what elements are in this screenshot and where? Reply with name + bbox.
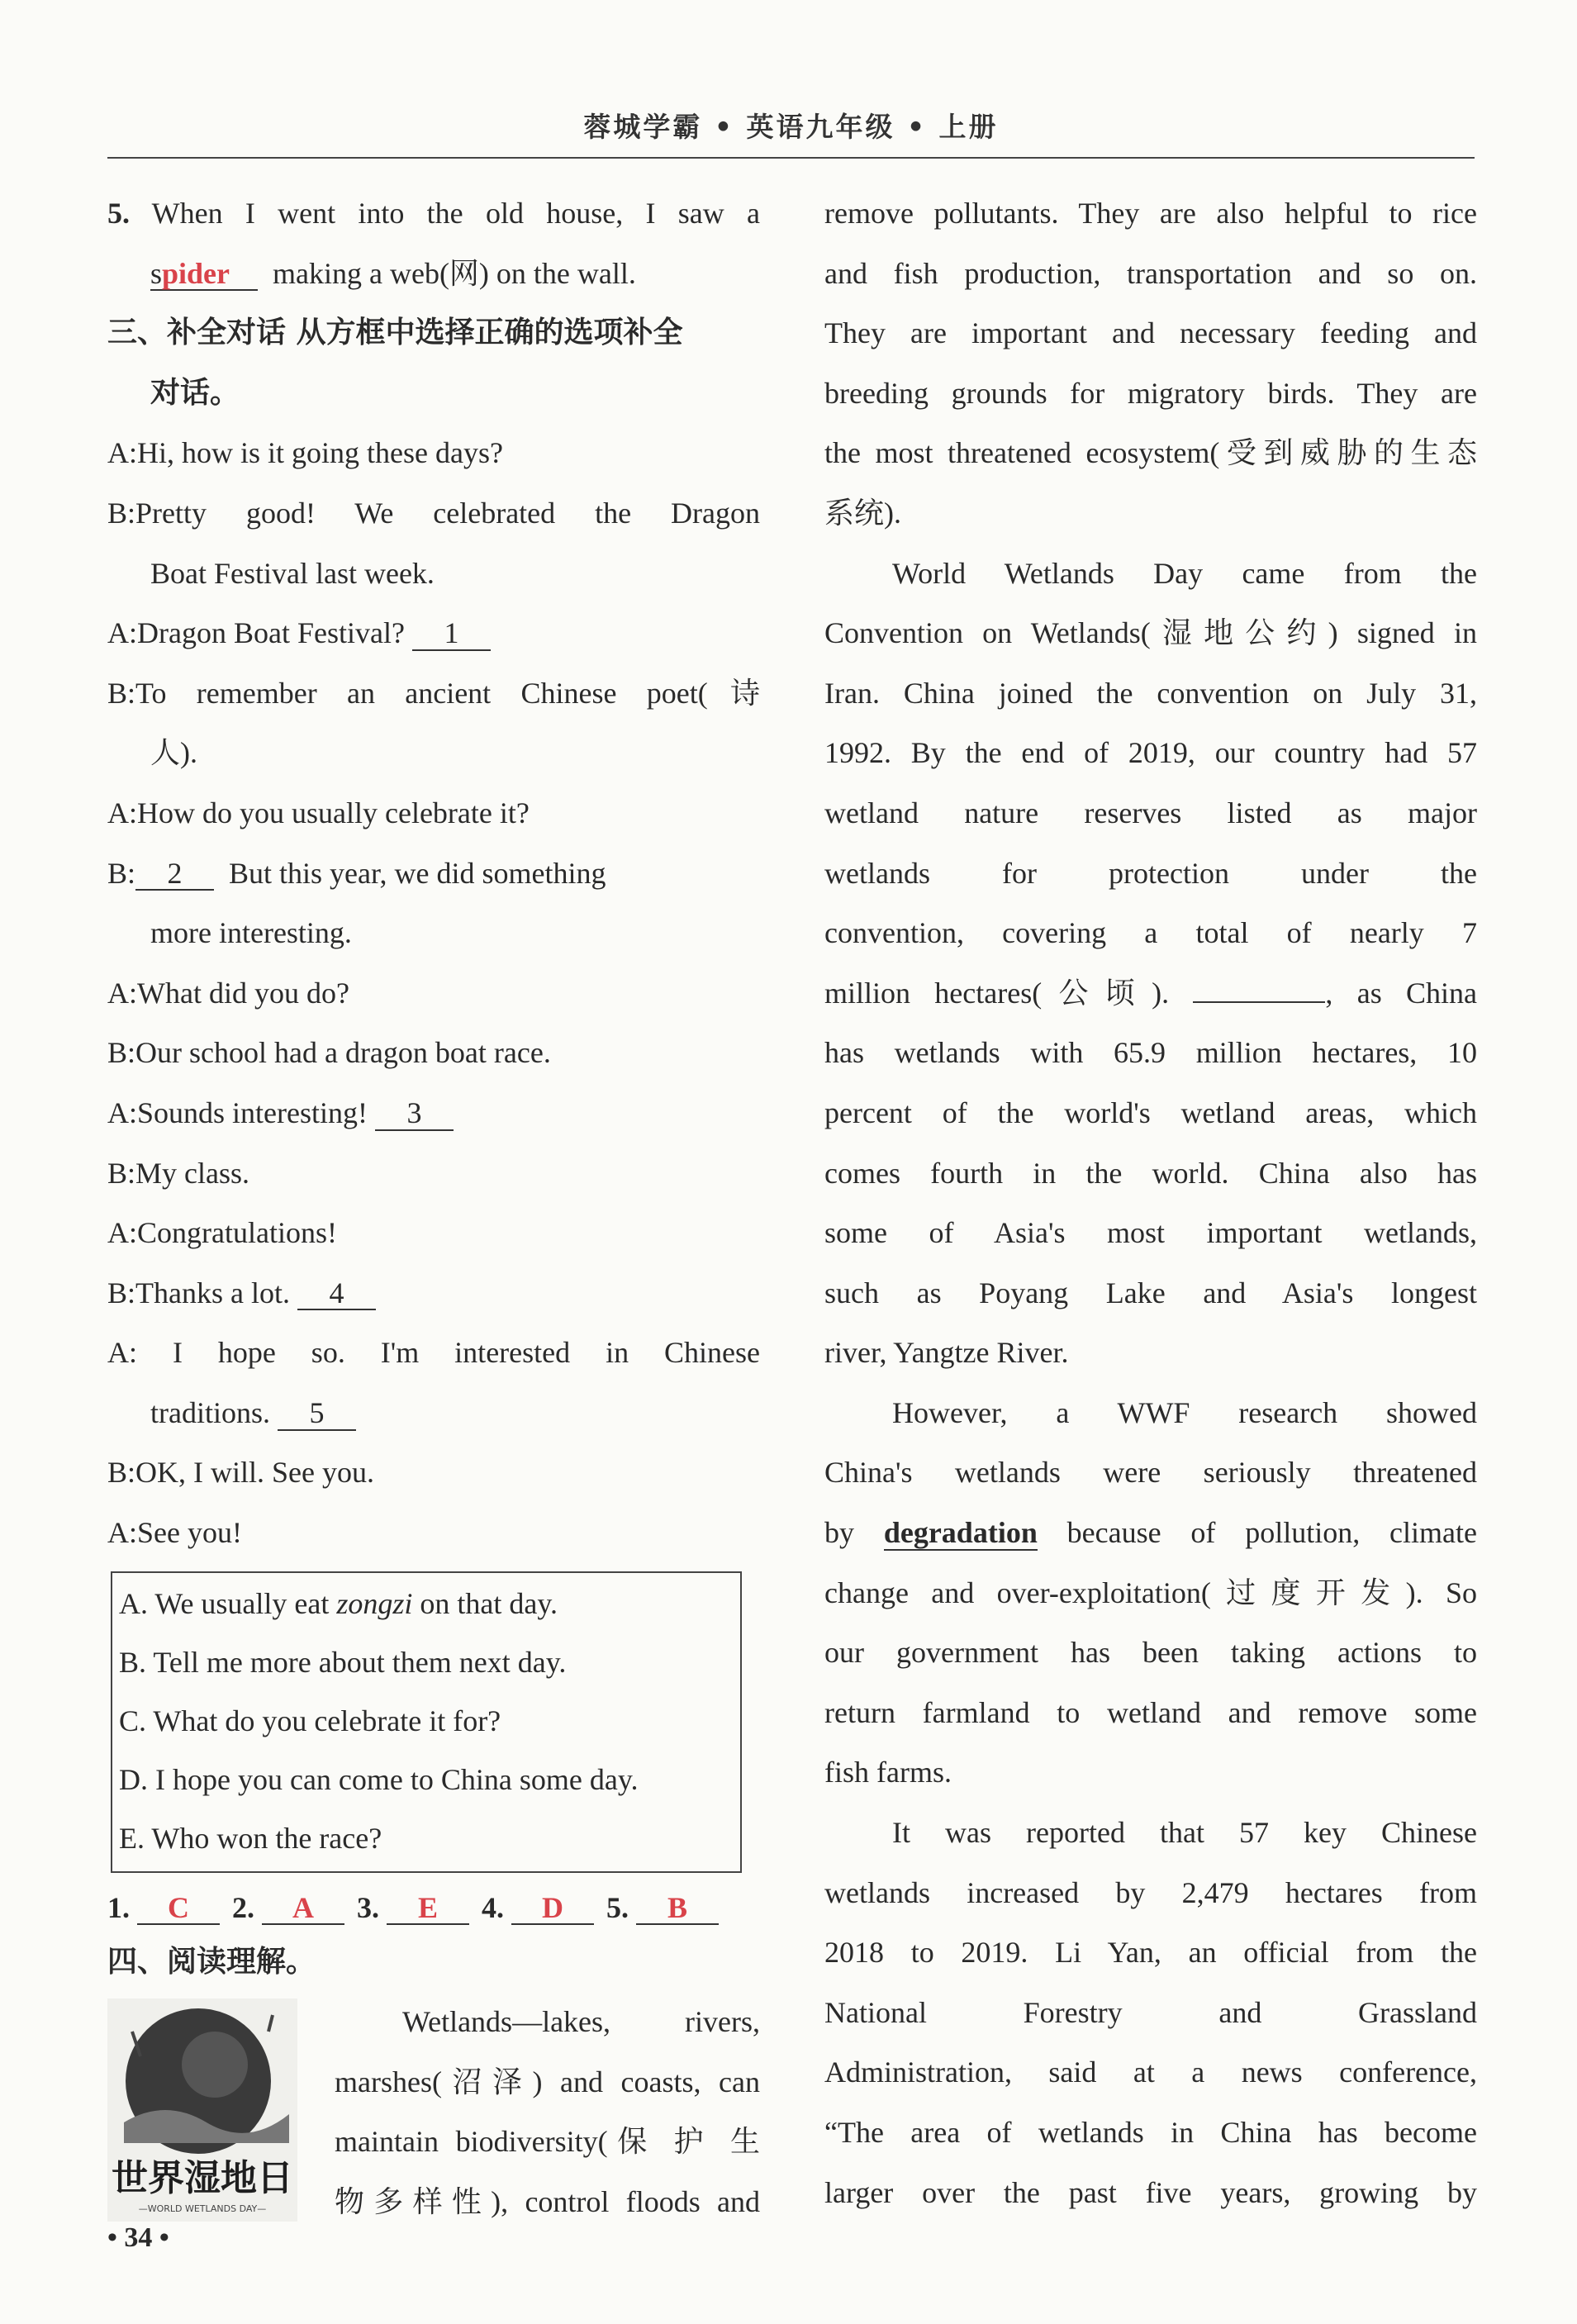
reading-line: China's wetlands were seriously threatened (824, 1456, 1477, 1490)
dialogue-line: Boat Festival last week. (150, 556, 435, 590)
section4-title: 四、阅读理解。 (107, 1944, 316, 1979)
option-a: A. We usually eat zongzi on that day. (119, 1586, 558, 1620)
dialogue-line: more interesting. (150, 916, 352, 950)
q5-line2: spider making a web(网) on the wall. (150, 256, 636, 290)
reading-line: wetland nature reserves listed as major (824, 796, 1477, 829)
reading-line: Wetlands—lakes, rivers, (402, 2005, 760, 2039)
page-number: • 34 • (107, 2222, 169, 2253)
wetlands-day-poster (107, 1998, 297, 2222)
reading-line: such as Poyang Lake and Asia's longest (824, 1276, 1477, 1309)
right-column (824, 183, 1477, 2222)
reading-line: 系统). (824, 496, 901, 530)
reading-line: It was reported that 57 key Chinese (892, 1816, 1477, 1850)
options-box (111, 1571, 742, 1873)
reading-line: marshes(沼泽) and coasts, can (335, 2065, 760, 2098)
dialogue-line: B:To remember an ancient Chinese poet(诗 (107, 676, 760, 710)
dialogue-line: A:See you! (107, 1516, 242, 1550)
reading-line: remove pollutants. They are also helpful to rice (824, 197, 1477, 230)
reading-line: some of Asia's most important wetlands, (824, 1216, 1477, 1250)
option-c: C. What do you celebrate it for? (119, 1704, 501, 1737)
dialogue-line: A:Dragon Boat Festival? 1 (107, 603, 760, 663)
left-column (107, 183, 760, 2231)
reading-line: Iran. China joined the convention on July 31, (824, 676, 1477, 710)
reading-line: “The area of wetlands in China has become (824, 2116, 1477, 2149)
underlined-word: degradation (883, 1516, 1038, 1550)
reading-line: 1992. By the end of 2019, our country had 57 (824, 736, 1477, 770)
option-b: B. Tell me more about them next day. (119, 1645, 567, 1679)
reading-line: comes fourth in the world. China also has (824, 1156, 1477, 1190)
reading-line: larger over the past five years, growing by (824, 2175, 1477, 2209)
reading-blank (1193, 1001, 1325, 1003)
section3-title-cont: 对话。 (150, 375, 240, 410)
header-rule (107, 157, 1475, 159)
reading-line: convention, covering a total of nearly 7 (824, 916, 1477, 950)
svg-text:世界湿地日: 世界湿地日 (112, 2157, 293, 2200)
q5-answer-blank: spider (150, 259, 258, 292)
reading-line: World Wetlands Day came from the (892, 556, 1477, 590)
reading-line: and fish production, transportation and so on. (824, 256, 1477, 290)
reading-line: breeding grounds for migratory birds. They are (824, 376, 1477, 410)
blank-1: 1 (412, 618, 491, 651)
dialogue-line: B: 2 But this year, we did something (107, 856, 606, 890)
reading-line: Administration, said at a news conference, (824, 2055, 1477, 2089)
reading-line: maintain biodiversity(保 护 生 (335, 2125, 760, 2159)
reading-intro (107, 1992, 760, 2231)
dialogue-line: A:Hi, how is it going these days? (107, 436, 503, 470)
dialogue-line: B:OK, I will. See you. (107, 1456, 374, 1490)
reading-line: Convention on Wetlands(湿地公约) signed in (824, 616, 1477, 650)
reading-line: wetlands for protection under the (824, 856, 1477, 890)
option-d: D. I hope you can come to China some day. (119, 1762, 639, 1796)
answer-1: C (137, 1893, 220, 1926)
reading-line: our government has been taking actions to (824, 1636, 1477, 1670)
reading-line: million hectares(公顷). , as China (824, 976, 1478, 1010)
dialogue-line: 人). (150, 736, 197, 770)
reading-line: National Forestry and Grassland (824, 1995, 1477, 2029)
dialogue-line: A:Congratulations! (107, 1216, 337, 1250)
dialogue-line: B:Thanks a lot. 4 (107, 1263, 760, 1324)
reading-line: the most threatened ecosystem(受到威胁的生态 (824, 436, 1477, 470)
blank-2: 2 (135, 858, 214, 891)
dialogue-line: B:Our school had a dragon boat race. (107, 1036, 551, 1070)
reading-line: fish farms. (824, 1756, 952, 1789)
section3-title: 三、补全对话 从方框中选择正确的选项补全 (107, 316, 683, 350)
reading-line: has wetlands with 65.9 million hectares, 10 (824, 1036, 1477, 1070)
reading-line: wetlands increased by 2,479 hectares from (824, 1875, 1477, 1909)
reading-line: by degradation because of pollution, climate (824, 1516, 1478, 1550)
reading-line: They are important and necessary feeding and (824, 316, 1477, 350)
dialogue-line: traditions. 5 (107, 1383, 760, 1443)
reading-intro-text (335, 1992, 760, 2231)
dialogue-line: A:What did you do? (107, 976, 349, 1010)
blank-4: 4 (297, 1278, 376, 1311)
wetlands-poster-icon (107, 1998, 297, 2222)
page-header: 蓉城学霸 • 英语九年级 • 上册 (583, 111, 999, 143)
q5-line1: 5. When I went into the old house, I saw a (107, 197, 760, 230)
reading-line: 物多样性), control floods and (335, 2185, 760, 2219)
answer-row: 1. C 2. A 3. E 4. D 5. B (107, 1873, 760, 1932)
dialogue-line: B:Pretty good! We celebrated the Dragon (107, 496, 760, 530)
option-e: E. Who won the race? (119, 1821, 382, 1855)
reading-line: change and over-exploitation(过度开发). So (824, 1575, 1477, 1609)
dialogue-line: A: I hope so. I'm interested in Chinese (107, 1336, 760, 1370)
blank-3: 3 (375, 1098, 454, 1131)
answer-5: B (636, 1893, 719, 1926)
dialogue-line: B:My class. (107, 1156, 250, 1190)
reading-line: However, a WWF research showed (892, 1395, 1477, 1429)
answer-3: E (387, 1893, 469, 1926)
reading-line: return farmland to wetland and remove some (824, 1695, 1477, 1729)
reading-line: percent of the world's wetland areas, which (824, 1095, 1477, 1129)
dialogue-line: A:How do you usually celebrate it? (107, 796, 530, 829)
reading-line: 2018 to 2019. Li Yan, an official from the (824, 1936, 1477, 1970)
dialogue-line: A:Sounds interesting! 3 (107, 1083, 760, 1143)
reading-line: river, Yangtze River. (824, 1336, 1069, 1370)
answer-2: A (262, 1893, 344, 1926)
blank-5: 5 (278, 1398, 356, 1431)
svg-text:—WORLD WETLANDS DAY—: —WORLD WETLANDS DAY— (138, 2203, 267, 2215)
answer-4: D (511, 1893, 594, 1926)
